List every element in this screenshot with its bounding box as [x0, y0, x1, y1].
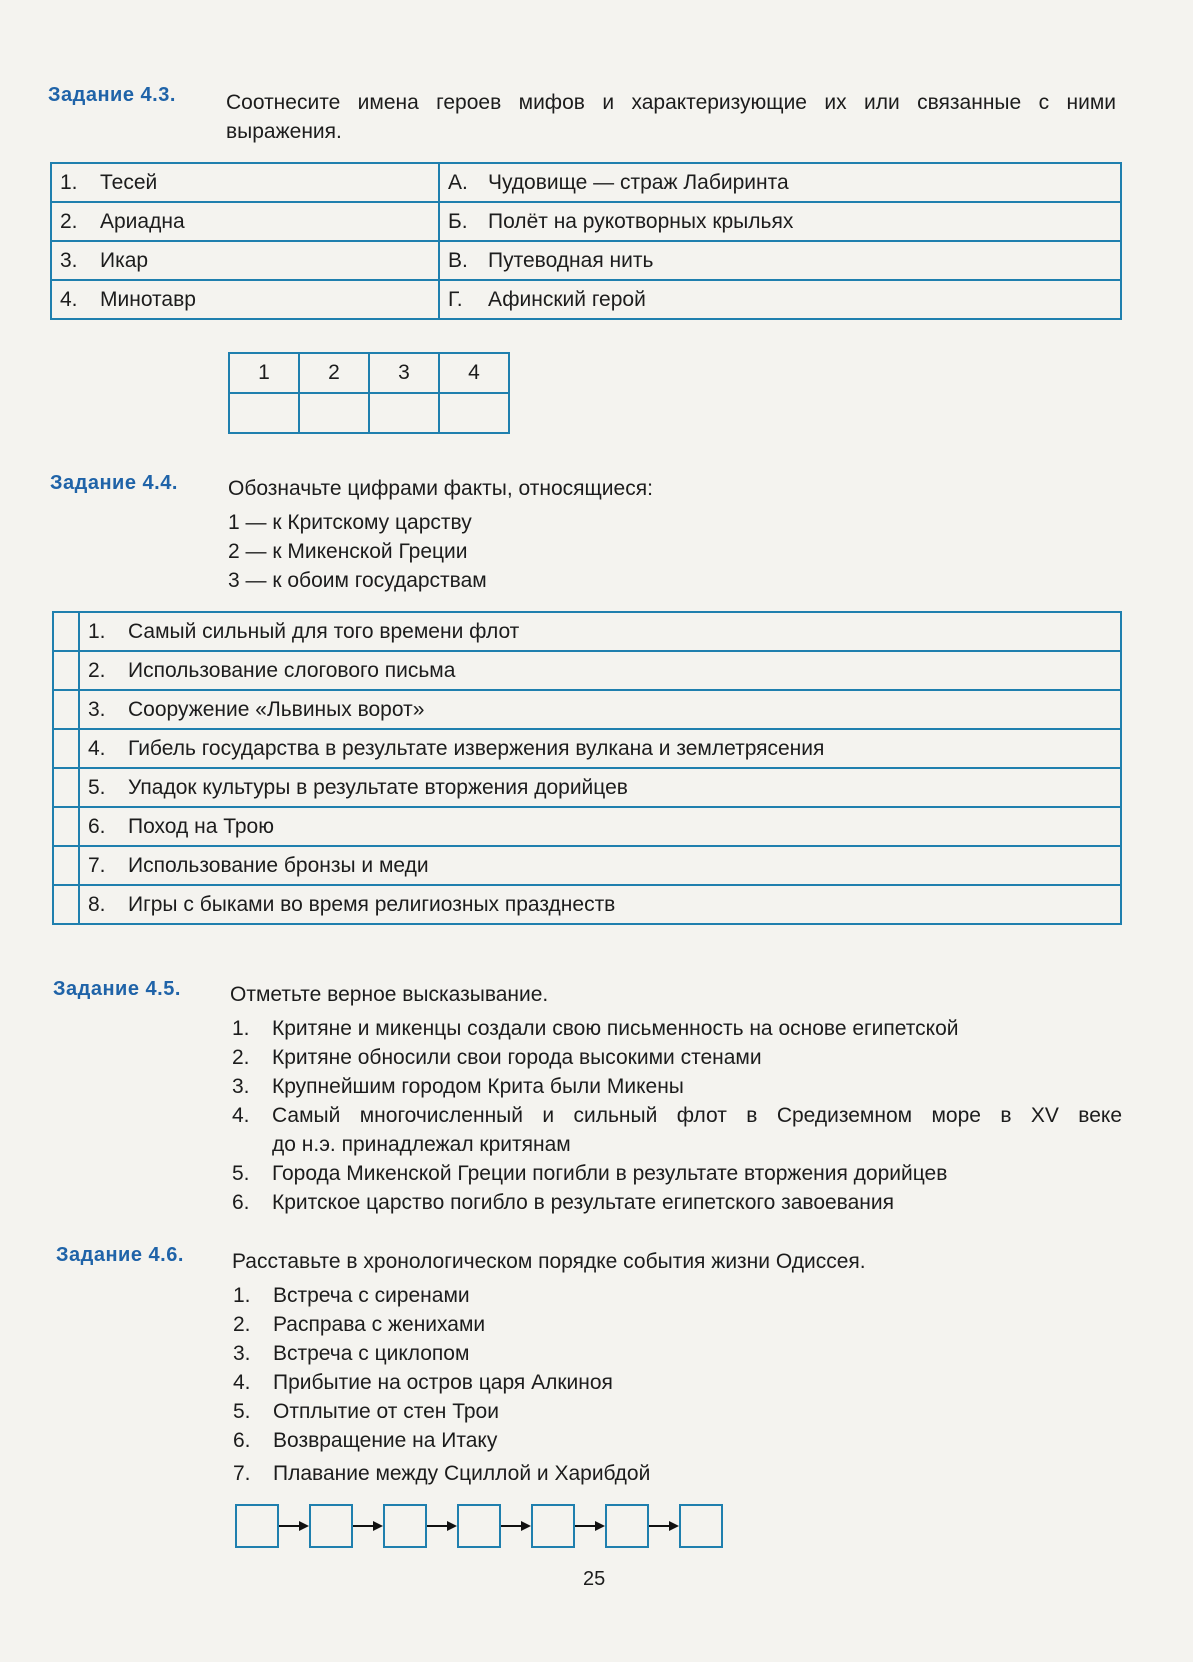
- row-number: 3.: [60, 248, 78, 272]
- sequence-box[interactable]: [605, 1504, 649, 1548]
- row-number: 1.: [60, 170, 78, 194]
- table-row: [53, 651, 1121, 690]
- item-text: Встреча с циклопом: [273, 1342, 470, 1365]
- answer-header: 4: [439, 353, 509, 393]
- answer-cell[interactable]: [53, 690, 79, 729]
- item-text: Возвращение на Итаку: [273, 1429, 498, 1452]
- hero-cell: [51, 280, 439, 319]
- answer-cell[interactable]: [53, 768, 79, 807]
- item-number: 4.: [232, 1104, 250, 1127]
- fact-text: Гибель государства в результате извержения вулкана и землетрясения: [128, 736, 825, 760]
- description-cell: [439, 163, 1121, 202]
- item-text: Отплытие от стен Трои: [273, 1400, 499, 1423]
- category-options: [228, 508, 487, 595]
- hero-name: Минотавр: [100, 287, 196, 311]
- list-item[interactable]: [232, 1159, 1122, 1188]
- answer-header: 2: [299, 353, 369, 393]
- fact-text: Поход на Трою: [128, 814, 274, 838]
- fact-cell: [79, 729, 1121, 768]
- hero-cell: [51, 202, 439, 241]
- fact-cell: [79, 846, 1121, 885]
- list-item: [233, 1368, 650, 1397]
- category-option: 1 — к Критскому царству: [228, 511, 472, 534]
- row-number: 5.: [88, 775, 106, 799]
- statement-list: [232, 1014, 1122, 1217]
- table-row: [53, 807, 1121, 846]
- task-4-6-label: Задание 4.6.: [56, 1244, 184, 1266]
- matching-table: [50, 162, 1122, 320]
- arrow-right-icon: [279, 1506, 309, 1546]
- row-letter: В.: [448, 248, 468, 272]
- list-item[interactable]: [232, 1188, 1122, 1217]
- hero-cell: [51, 163, 439, 202]
- row-number: 3.: [88, 697, 106, 721]
- item-number: 7.: [233, 1462, 251, 1485]
- fact-text: Игры с быками во время религиозных празднеств: [128, 892, 616, 916]
- item-text: Критяне и микенцы создали свою письменность на основе египетской: [272, 1017, 959, 1040]
- row-number: 8.: [88, 892, 106, 916]
- fact-cell: [79, 651, 1121, 690]
- list-item[interactable]: [232, 1043, 1122, 1072]
- table-row: [53, 612, 1121, 651]
- fact-cell: [79, 885, 1121, 924]
- sequence-box[interactable]: [309, 1504, 353, 1548]
- item-text: Критское царство погибло в результате египетского завоевания: [272, 1191, 894, 1214]
- row-letter: Б.: [448, 209, 468, 233]
- table-row: [53, 885, 1121, 924]
- arrow-right-icon: [501, 1506, 531, 1546]
- table-row: [53, 690, 1121, 729]
- description-cell: [439, 241, 1121, 280]
- answer-cell[interactable]: [53, 807, 79, 846]
- task-4-5-label: Задание 4.5.: [53, 978, 181, 1000]
- fact-text: Использование слогового письма: [128, 658, 456, 682]
- arrow-right-icon: [353, 1506, 383, 1546]
- list-item: [233, 1339, 650, 1368]
- list-item[interactable]: [232, 1101, 1122, 1159]
- sequence-box[interactable]: [383, 1504, 427, 1548]
- row-letter: А.: [448, 170, 468, 194]
- item-text: Прибытие на остров царя Алкиноя: [273, 1371, 613, 1394]
- description-text: Путеводная нить: [488, 248, 654, 272]
- answer-header: 1: [229, 353, 299, 393]
- description-cell: [439, 280, 1121, 319]
- list-item: [233, 1459, 650, 1488]
- row-number: 1.: [88, 619, 106, 643]
- description-text: Полёт на рукотворных крыльях: [488, 209, 794, 233]
- row-number: 4.: [88, 736, 106, 760]
- list-item: [233, 1310, 650, 1339]
- item-text: Крупнейшим городом Крита были Микены: [272, 1075, 684, 1098]
- category-option: 3 — к обоим государствам: [228, 569, 487, 592]
- fact-cell: [79, 690, 1121, 729]
- arrow-right-icon: [649, 1506, 679, 1546]
- item-number: 2.: [232, 1046, 250, 1069]
- answer-cell[interactable]: [53, 885, 79, 924]
- list-item[interactable]: [232, 1014, 1122, 1043]
- events-list: [233, 1281, 650, 1488]
- arrow-right-icon: [575, 1506, 605, 1546]
- sequence-box[interactable]: [457, 1504, 501, 1548]
- item-number: 4.: [233, 1371, 251, 1394]
- answer-cell[interactable]: [53, 729, 79, 768]
- sequence-box[interactable]: [679, 1504, 723, 1548]
- row-number: 7.: [88, 853, 106, 877]
- fact-text: Упадок культуры в результате вторжения дорийцев: [128, 775, 628, 799]
- item-text: Самый многочисленный и сильный флот в Средиземном море в XV веке: [272, 1104, 1122, 1127]
- table-row: [53, 729, 1121, 768]
- fact-cell: [79, 807, 1121, 846]
- task-4-5-text: Отметьте верное высказывание.: [230, 983, 549, 1006]
- description-text: Чудовище — страж Лабиринта: [488, 170, 789, 194]
- row-number: 4.: [60, 287, 78, 311]
- answer-cell[interactable]: [299, 393, 369, 433]
- item-number: 3.: [232, 1075, 250, 1098]
- fact-text: Использование бронзы и меди: [128, 853, 429, 877]
- fact-text: Самый сильный для того времени флот: [128, 619, 520, 643]
- table-row: [51, 163, 1121, 202]
- item-text: Критяне обносили свои города высокими стенами: [272, 1046, 762, 1069]
- hero-name: Икар: [100, 248, 149, 272]
- hero-cell: [51, 241, 439, 280]
- row-number: 2.: [60, 209, 78, 233]
- answer-cell[interactable]: [229, 393, 299, 433]
- item-text: Города Микенской Греции погибли в результате вторжения дорийцев: [272, 1162, 948, 1185]
- fact-cell: [79, 768, 1121, 807]
- hero-name: Ариадна: [100, 209, 185, 233]
- item-text: Встреча с сиренами: [273, 1284, 470, 1307]
- item-number: 3.: [233, 1342, 251, 1365]
- fact-cell: [79, 612, 1121, 651]
- fact-text: Сооружение «Львиных ворот»: [128, 697, 425, 721]
- answer-cell[interactable]: [53, 846, 79, 885]
- task-4-6-text: Расставьте в хронологическом порядке события жизни Одиссея.: [232, 1250, 866, 1273]
- arrow-right-icon: [427, 1506, 457, 1546]
- row-number: 6.: [88, 814, 106, 838]
- page-number: 25: [583, 1568, 606, 1590]
- item-number: 6.: [232, 1191, 250, 1214]
- item-number: 6.: [233, 1429, 251, 1452]
- answer-grid-4-3: [228, 352, 510, 434]
- facts-table: [52, 611, 1122, 925]
- category-option: 2 — к Микенской Греции: [228, 540, 468, 563]
- sequence-chain: [235, 1504, 723, 1548]
- table-row: [51, 280, 1121, 319]
- answer-header: 3: [369, 353, 439, 393]
- task-4-3-label: Задание 4.3.: [48, 84, 176, 106]
- item-number: 2.: [233, 1313, 251, 1336]
- task-4-3-text: Соотнесите имена героев мифов и характеризующие их или связанные с ними выражения.: [226, 91, 1116, 143]
- list-item[interactable]: [232, 1072, 1122, 1101]
- sequence-box[interactable]: [235, 1504, 279, 1548]
- hero-name: Тесей: [100, 170, 158, 194]
- item-number: 5.: [232, 1162, 250, 1185]
- table-row: [51, 202, 1121, 241]
- row-letter: Г.: [448, 287, 463, 311]
- list-item: [233, 1281, 650, 1310]
- item-number: 1.: [232, 1017, 250, 1040]
- table-row: [53, 846, 1121, 885]
- description-cell: [439, 202, 1121, 241]
- item-text-continued: до н.э. принадлежал критянам: [272, 1133, 571, 1156]
- list-item: [233, 1426, 650, 1455]
- answer-cell[interactable]: [439, 393, 509, 433]
- list-item: [233, 1397, 650, 1426]
- answer-cell[interactable]: [369, 393, 439, 433]
- item-number: 5.: [233, 1400, 251, 1423]
- table-row: [51, 241, 1121, 280]
- task-4-4-text: Обозначьте цифрами факты, относящиеся:: [228, 477, 653, 500]
- row-number: 2.: [88, 658, 106, 682]
- answer-cell[interactable]: [53, 612, 79, 651]
- answer-cell[interactable]: [53, 651, 79, 690]
- item-number: 1.: [233, 1284, 251, 1307]
- item-text: Расправа с женихами: [273, 1313, 486, 1336]
- description-text: Афинский герой: [488, 287, 646, 311]
- item-text: Плавание между Сциллой и Харибдой: [273, 1462, 651, 1485]
- task-4-4-label: Задание 4.4.: [50, 472, 178, 494]
- table-row: [53, 768, 1121, 807]
- sequence-box[interactable]: [531, 1504, 575, 1548]
